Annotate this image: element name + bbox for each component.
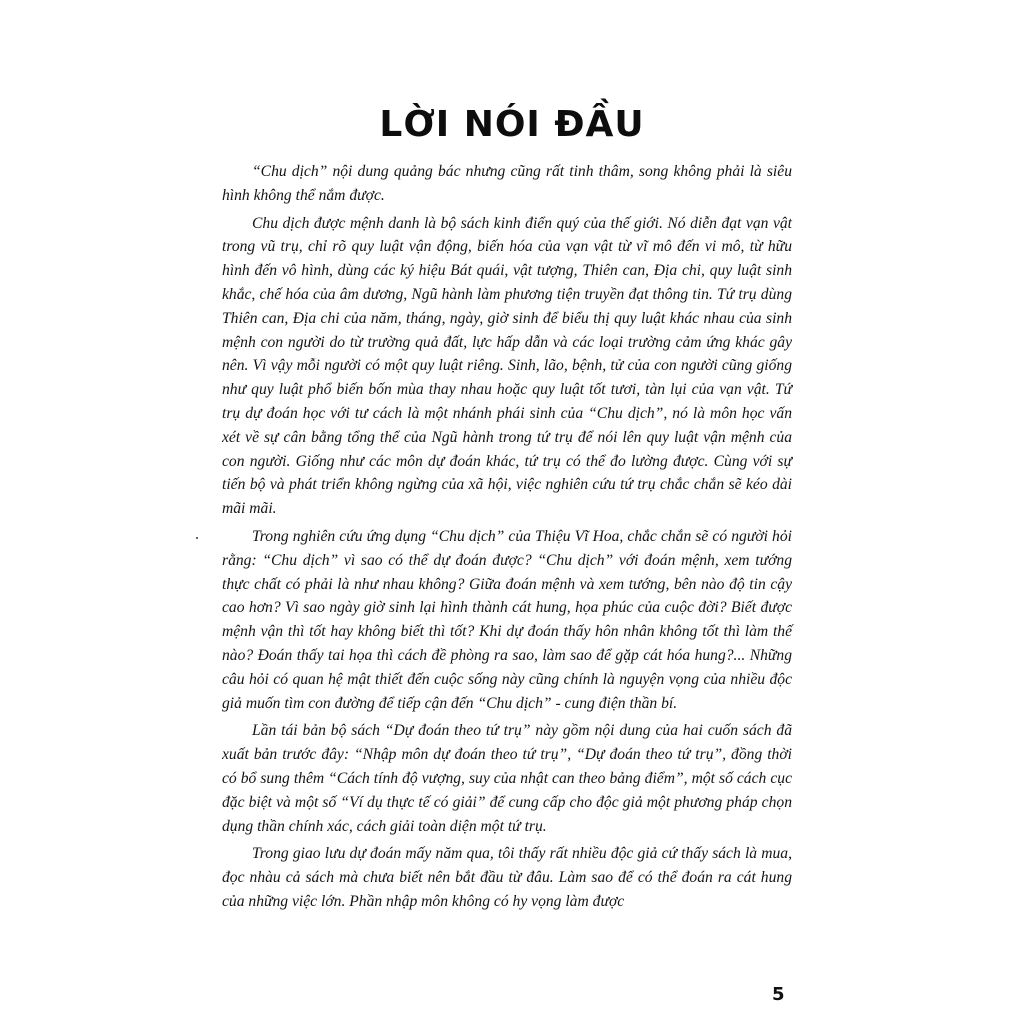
page-title: LỜI NÓI ĐẦU (379, 104, 645, 145)
paragraph-5: Trong giao lưu dự đoán mấy năm qua, tôi thấy rất nhiều độc giả cứ thấy sách là mua, đọc nhàu cả sách mà chưa biết nên bắt đầu từ đâu. Làm sao để có thể đoán ra cát hung của những việc lớn. Phần nhập môn không có hy vọng làm được (222, 845, 792, 910)
paragraph-3: Trong nghiên cứu ứng dụng “Chu dịch” của Thiệu Vĩ Hoa, chắc chắn sẽ có người hỏi rằng: “Chu dịch” vì sao có thể dự đoán được? “Chu dịch” với đoán mệnh, xem tướng thực chất có phải là như nhau không? Giữa đoán mệnh và xem tướng, bên nào độ tin cậy cao hơn? Vì sao ngày giờ sinh lại hình thành cát hung, họa phúc của cuộc đời? Biết được mệnh vận thì tốt hay không biết thì tốt? Khi dự đoán thấy hôn nhân không tốt thì làm thế nào? Đoán thấy tai họa thì cách đề phòng ra sao, làm sao để gặp cát hóa hung?... Những câu hỏi có quan hệ mật thiết đến cuộc sống này cũng chính là nguyện vọng của nhiều độc giả muốn tìm con đường để tiếp cận đến “Chu dịch” - cung điện thần bí. (222, 527, 792, 712)
preface-body (222, 160, 792, 918)
paragraph-1: “Chu dịch” nội dung quảng bác nhưng cũng rất tinh thâm, song không phải là siêu hình không thể nắm được. (222, 163, 792, 204)
paragraph-4: Lần tái bản bộ sách “Dự đoán theo tứ trụ” này gồm nội dung của hai cuốn sách đã xuất bản trước đây: “Nhập môn dự đoán theo tứ trụ”, “Dự đoán theo tứ trụ”, đồng thời có bổ sung thêm “Cách tính độ vượng, suy của nhật can theo bảng điểm”, một số cách cục đặc biệt và một số “Ví dụ thực tế có giải” để cung cấp cho độc giả một phương pháp chọn dụng thần chính xác, cách giải toàn diện một tứ trụ. (222, 722, 792, 835)
paragraph-2: Chu dịch được mệnh danh là bộ sách kinh điển quý của thế giới. Nó diễn đạt vạn vật trong vũ trụ, chỉ rõ quy luật vận động, biến hóa của vạn vật từ vĩ mô đến vi mô, từ hữu hình đến vô hình, dùng các ký hiệu Bát quái, vật tượng, Thiên can, Địa chi, quy luật sinh khắc, chế hóa của âm dương, Ngũ hành làm phương tiện truyền đạt thông tin. Tứ trụ dùng Thiên can, Địa chi của năm, tháng, ngày, giờ sinh để biểu thị quy luật khác nhau của sinh mệnh con người do từ trường quả đất, lực hấp dẫn và các loại trường cảm ứng khác gây nên. Vì vậy mỗi người có một quy luật riêng. Sinh, lão, bệnh, tử của con người cũng giống như quy luật phổ biến bốn mùa thay nhau hoặc quy luật tốt tươi, tàn lụi của vạn vật. Tứ trụ dự đoán học với tư cách là một nhánh phái sinh của “Chu dịch”, nó là môn học vấn xét về sự cân bằng tổng thể của Ngũ hành trong tứ trụ để nói lên quy luật vận mệnh của con người. Giống như các môn dự đoán khác, tứ trụ có thể đo lường được. Cùng với sự tiến bộ và phát triển không ngừng của xã hội, việc nghiên cứu tứ trụ chắc chắn sẽ kéo dài mãi mãi. (222, 214, 792, 518)
margin-speck (196, 537, 198, 539)
page-number: 5 (772, 984, 785, 1005)
